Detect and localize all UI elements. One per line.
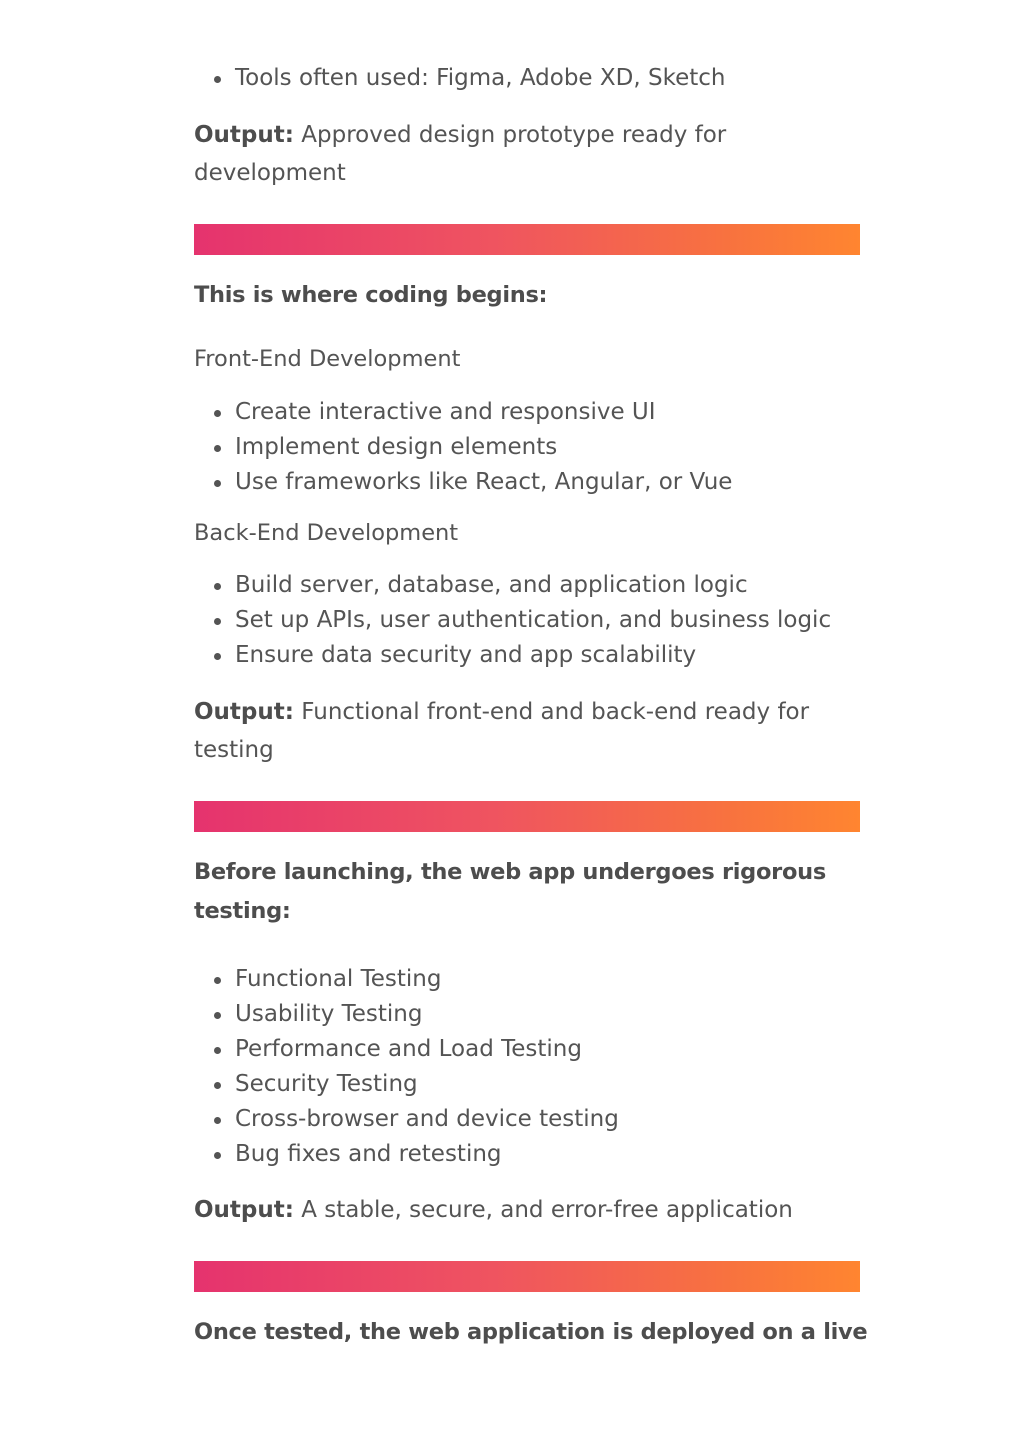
list-item: Create interactive and responsive UI (235, 395, 901, 430)
design-output (194, 116, 860, 192)
backend-heading: Back-End Development (194, 520, 459, 546)
output-text: Functional front-end and back-end ready for testing (194, 699, 810, 763)
frontend-heading: Front-End Development (194, 346, 461, 372)
list-item: Functional Testing (235, 962, 901, 997)
backend-list (194, 568, 901, 673)
section-banner-testing (194, 801, 860, 832)
design-tools-list (194, 61, 901, 96)
testing-output (194, 1191, 860, 1229)
development-output (194, 693, 860, 769)
section-banner-development (194, 224, 860, 255)
testing-intro: Before launching, the web app undergoes rigorous testing: (194, 859, 826, 924)
testing-list (194, 962, 901, 1172)
list-item: Use frameworks like React, Angular, or Vue (235, 465, 901, 500)
section-banner-deployment (194, 1261, 860, 1292)
list-item: Bug fixes and retesting (235, 1137, 901, 1172)
deployment-intro: Once tested, the web application is deployed on a live (194, 1319, 868, 1345)
output-label: Output: (194, 1197, 294, 1223)
list-item: Ensure data security and app scalability (235, 638, 901, 673)
frontend-list (194, 395, 901, 500)
development-intro: This is where coding begins: (194, 282, 548, 308)
output-text: A stable, secure, and error-free application (301, 1197, 793, 1223)
output-label: Output: (194, 122, 294, 148)
output-label: Output: (194, 699, 294, 725)
list-item: Set up APIs, user authentication, and business logic (235, 603, 901, 638)
list-item: Tools often used: Figma, Adobe XD, Sketch (235, 61, 901, 96)
list-item: Performance and Load Testing (235, 1032, 901, 1067)
list-item: Build server, database, and application logic (235, 568, 901, 603)
list-item: Implement design elements (235, 430, 901, 465)
output-text: Approved design prototype ready for development (194, 122, 727, 186)
list-item: Cross-browser and device testing (235, 1102, 901, 1137)
list-item: Usability Testing (235, 997, 901, 1032)
list-item: Security Testing (235, 1067, 901, 1102)
